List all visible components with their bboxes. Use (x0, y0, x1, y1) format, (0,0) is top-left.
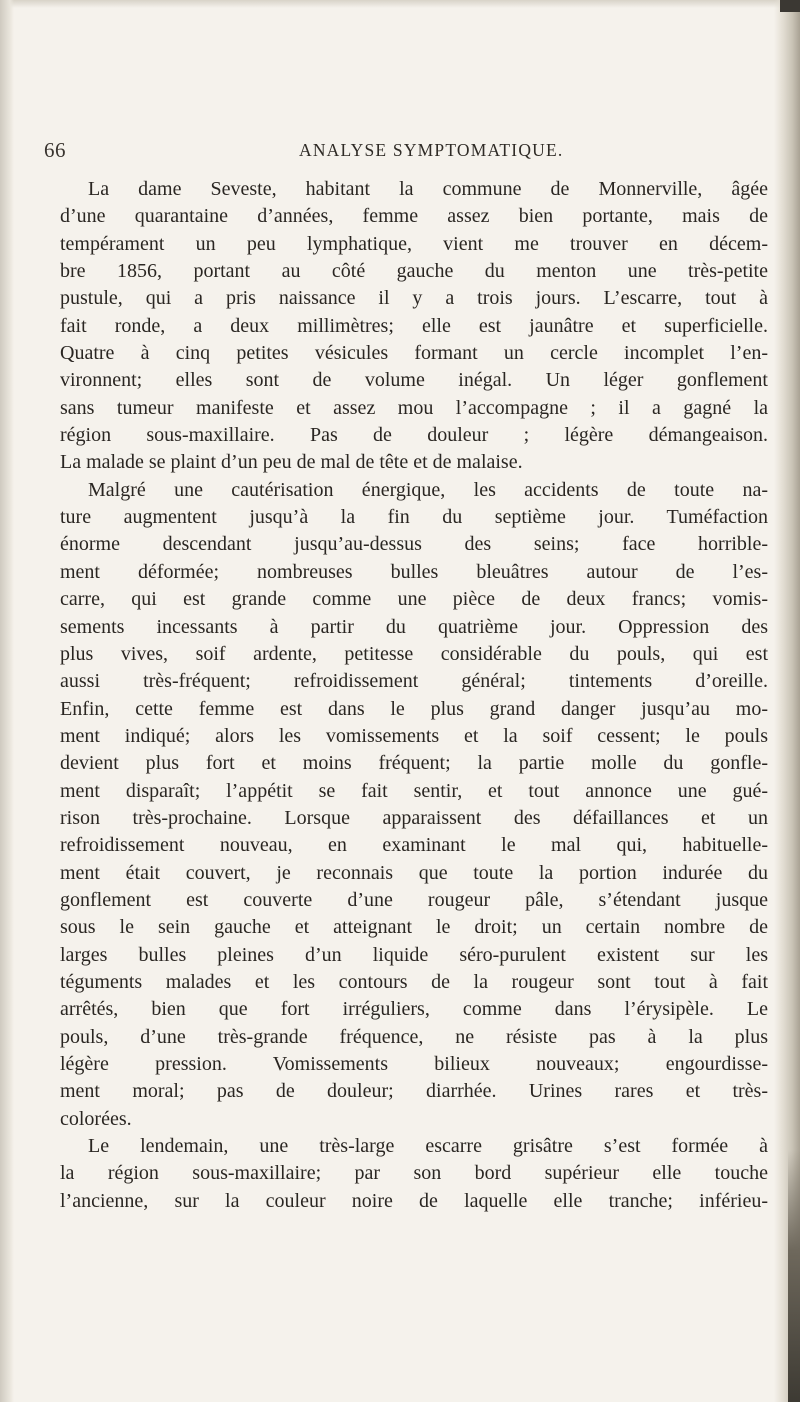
text-line: refroidissement nouveau, en examinant le mal qui, habituelle- (60, 834, 768, 857)
text-line: Malgré une cautérisation énergique, les accidents de toute na- (88, 478, 768, 501)
text-line: tempérament un peu lymphatique, vient me trouver en décem- (60, 232, 768, 255)
text-line: pouls, d’une très-grande fréquence, ne résiste pas à la plus (60, 1025, 768, 1048)
text-line: énorme descendant jusqu’au-dessus des seins; face horrible- (60, 533, 768, 556)
text-line: l’ancienne, sur la couleur noire de laquelle elle tranche; inférieu- (60, 1189, 768, 1212)
text-line: Quatre à cinq petites vésicules formant un cercle incomplet l’en- (60, 342, 768, 365)
text-line: pustule, qui a pris naissance il y a trois jours. L’escarre, tout à (60, 287, 768, 310)
text-line: la région sous-maxillaire; par son bord supérieur elle touche (60, 1162, 768, 1185)
text-line: sans tumeur manifeste et assez mou l’accompagne ; il a gagné la (60, 396, 768, 419)
text-line: ture augmentent jusqu’à la fin du septième jour. Tuméfaction (60, 506, 768, 529)
text-line: région sous-maxillaire. Pas de douleur ; légère démangeaison. (60, 424, 768, 447)
text-line: sements incessants à partir du quatrième jour. Oppression des (60, 615, 768, 638)
text-line: ment disparaît; l’appétit se fait sentir, et tout annonce une gué- (60, 779, 768, 802)
text-line: Le lendemain, une très-large escarre grisâtre s’est formée à (88, 1135, 768, 1158)
text-line: légère pression. Vomissements bilieux nouveaux; engourdisse- (60, 1053, 768, 1075)
text-line: fait ronde, a deux millimètres; elle est jaunâtre et superficielle. (60, 314, 768, 337)
text-line: ment indiqué; alors les vomissements et la soif cessent; le pouls (60, 724, 768, 747)
text-line: Enfin, cette femme est dans le plus grand danger jusqu’au mo- (60, 697, 768, 720)
text-line: bre 1856, portant au côté gauche du menton une très-petite (60, 260, 768, 283)
body-text (60, 176, 768, 1215)
scan-shadow-right (788, 1150, 800, 1402)
scan-edge-left (0, 0, 14, 1402)
text-line: La malade se plaint d’un peu de mal de tête et de malaise. (60, 451, 523, 474)
text-line: vironnent; elles sont de volume inégal. Un léger gonflement (60, 369, 768, 392)
text-line: colorées. (60, 1107, 132, 1130)
running-head: ANALYSE SYMPTOMATIQUE. (299, 140, 564, 160)
text-line: rison très-prochaine. Lorsque apparaissent des défaillances et un (60, 806, 768, 829)
text-line: ment moral; pas de douleur; diarrhée. Urines rares et très- (60, 1080, 768, 1103)
text-line: larges bulles pleines d’un liquide séro-purulent existent sur les (60, 943, 768, 966)
text-line: arrêtés, bien que fort irréguliers, comme dans l’érysipèle. Le (60, 998, 768, 1021)
text-line: sous le sein gauche et atteignant le droit; un certain nombre de (60, 916, 768, 939)
text-line: devient plus fort et moins fréquent; la partie molle du gonfle- (60, 752, 768, 775)
text-line: carre, qui est grande comme une pièce de deux francs; vomis- (60, 588, 768, 611)
text-line: ment était couvert, je reconnais que toute la portion indurée du (60, 861, 768, 884)
page-header (44, 138, 604, 168)
text-line: ment déformée; nombreuses bulles bleuâtres autour de l’es- (60, 560, 768, 583)
scan-corner-mark (780, 0, 800, 12)
text-line: gonflement est couverte d’une rougeur pâle, s’étendant jusque (60, 888, 768, 911)
text-line: La dame Seveste, habitant la commune de Monnerville, âgée (88, 178, 768, 200)
text-line: aussi très-fréquent; refroidissement général; tintements d’oreille. (60, 670, 768, 693)
text-line: plus vives, soif ardente, petitesse considérable du pouls, qui est (60, 642, 768, 665)
page-number: 66 (44, 138, 66, 162)
text-line: téguments malades et les contours de la rougeur sont tout à fait (60, 970, 768, 993)
scan-edge-top (0, 0, 800, 8)
text-line: d’une quarantaine d’années, femme assez bien portante, mais de (60, 205, 768, 228)
